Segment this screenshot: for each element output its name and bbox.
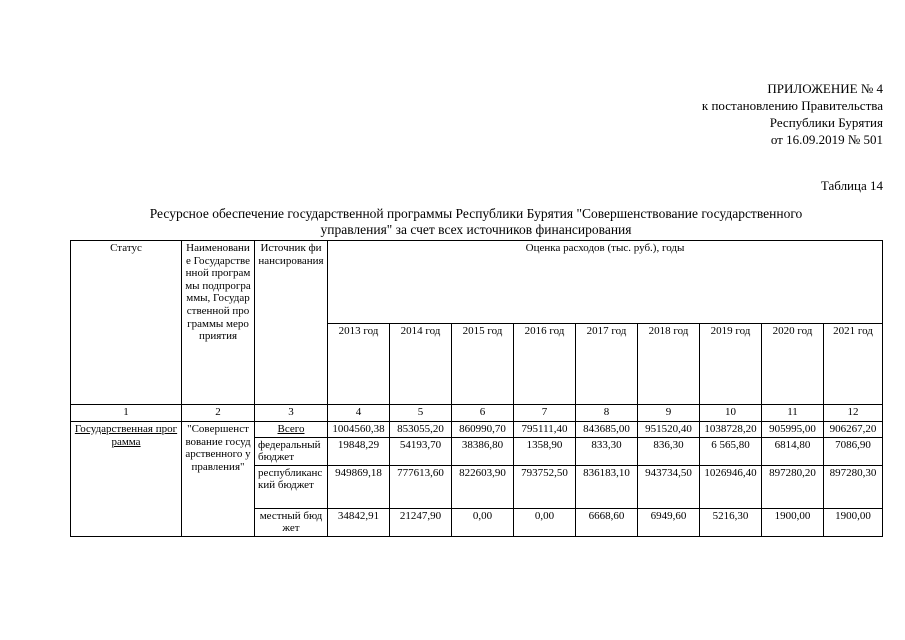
column-number-row (71, 405, 883, 422)
value-cell: 1358,90 (514, 437, 576, 465)
source-cell: республиканский бюджет (255, 465, 328, 508)
column-number: 5 (390, 405, 452, 422)
value-cell: 5216,30 (700, 508, 762, 536)
value-cell: 1900,00 (762, 508, 824, 536)
value-cell: 6814,80 (762, 437, 824, 465)
year-header: 2017 год (576, 324, 638, 405)
value-cell: 1900,00 (824, 508, 883, 536)
source-cell: местный бюджет (255, 508, 328, 536)
header-row (71, 241, 883, 324)
title-line: управления" за счет всех источников финансирования (320, 222, 632, 237)
value-cell: 6949,60 (638, 508, 700, 536)
column-number: 8 (576, 405, 638, 422)
value-cell: 795111,40 (514, 422, 576, 438)
header-estimate: Оценка расходов (тыс. руб.), годы (328, 241, 883, 324)
value-cell: 6668,60 (576, 508, 638, 536)
year-header: 2018 год (638, 324, 700, 405)
year-header: 2021 год (824, 324, 883, 405)
column-number: 1 (71, 405, 182, 422)
value-cell: 54193,70 (390, 437, 452, 465)
column-number: 2 (182, 405, 255, 422)
value-cell: 21247,90 (390, 508, 452, 536)
value-cell: 822603,90 (452, 465, 514, 508)
value-cell: 793752,50 (514, 465, 576, 508)
value-cell: 0,00 (514, 508, 576, 536)
value-cell: 1004560,38 (328, 422, 390, 438)
value-cell: 34842,91 (328, 508, 390, 536)
appendix-line: от 16.09.2019 № 501 (770, 132, 883, 147)
budget-table (70, 240, 883, 537)
value-cell: 836,30 (638, 437, 700, 465)
status-cell: Государственная программа (71, 422, 182, 537)
value-cell: 1038728,20 (700, 422, 762, 438)
value-cell: 860990,70 (452, 422, 514, 438)
year-header: 2013 год (328, 324, 390, 405)
value-cell: 1026946,40 (700, 465, 762, 508)
value-cell: 19848,29 (328, 437, 390, 465)
appendix-line: Республики Бурятия (769, 115, 883, 130)
column-number: 9 (638, 405, 700, 422)
source-cell: федеральный бюджет (255, 437, 328, 465)
appendix-block (702, 80, 883, 148)
table-number: Таблица 14 (820, 178, 883, 193)
column-number: 7 (514, 405, 576, 422)
value-cell: 0,00 (452, 508, 514, 536)
document-title (70, 206, 882, 238)
table-row-total (71, 422, 883, 438)
column-number: 4 (328, 405, 390, 422)
column-number: 11 (762, 405, 824, 422)
column-number: 3 (255, 405, 328, 422)
year-header: 2016 год (514, 324, 576, 405)
source-cell: Всего (255, 422, 328, 438)
header-status: Статус (71, 241, 182, 405)
year-header: 2014 год (390, 324, 452, 405)
appendix-line: к постановлению Правительства (701, 98, 883, 113)
value-cell: 833,30 (576, 437, 638, 465)
program-name-cell: "Совершенствование государственного управления" (182, 422, 255, 537)
year-header: 2019 год (700, 324, 762, 405)
value-cell: 836183,10 (576, 465, 638, 508)
value-cell: 853055,20 (390, 422, 452, 438)
appendix-line: ПРИЛОЖЕНИЕ № 4 (767, 81, 883, 96)
value-cell: 38386,80 (452, 437, 514, 465)
value-cell: 897280,30 (824, 465, 883, 508)
title-line: Ресурсное обеспечение государственной программы Республики Бурятия "Совершенствование государственного (149, 206, 803, 221)
value-cell: 951520,40 (638, 422, 700, 438)
value-cell: 777613,60 (390, 465, 452, 508)
year-header: 2020 год (762, 324, 824, 405)
value-cell: 897280,20 (762, 465, 824, 508)
value-cell: 906267,20 (824, 422, 883, 438)
value-cell: 949869,18 (328, 465, 390, 508)
value-cell: 905995,00 (762, 422, 824, 438)
header-name: Наименование Государственной программы подпрограммы, Государственной программы мероприятия (182, 241, 255, 405)
header-source: Источник финансирования (255, 241, 328, 405)
column-number: 6 (452, 405, 514, 422)
column-number: 12 (824, 405, 883, 422)
column-number: 10 (700, 405, 762, 422)
value-cell: 843685,00 (576, 422, 638, 438)
value-cell: 943734,50 (638, 465, 700, 508)
year-header: 2015 год (452, 324, 514, 405)
value-cell: 7086,90 (824, 437, 883, 465)
value-cell: 6 565,80 (700, 437, 762, 465)
